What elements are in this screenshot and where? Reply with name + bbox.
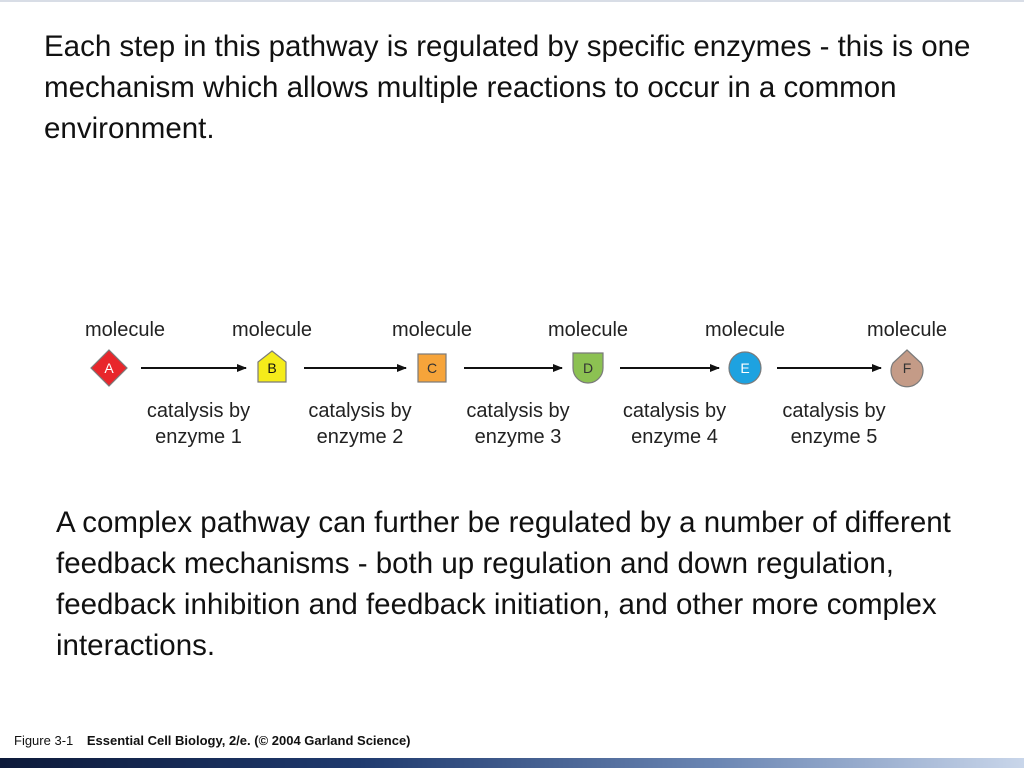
top-border xyxy=(0,0,1024,2)
figure-source: Essential Cell Biology, 2/e. (© 2004 Garland Science) xyxy=(86,733,411,748)
catalysis-label: catalysis by xyxy=(622,400,727,422)
molecule-label: molecule xyxy=(391,319,473,341)
molecule-label: molecule xyxy=(704,319,786,341)
molecule-letter: E xyxy=(740,360,750,376)
molecule-letter: C xyxy=(426,360,438,376)
bottom-bar xyxy=(0,758,1024,768)
figure-number: Figure 3-1 xyxy=(14,733,74,748)
catalysis-label: catalysis by xyxy=(782,400,886,422)
enzyme-label: enzyme 4 xyxy=(631,426,718,448)
figure-caption xyxy=(14,733,411,748)
catalysis-label: catalysis by xyxy=(466,400,570,422)
body-paragraph: A complex pathway can further be regulated by a number of different feedback mechanisms - both up regulation and down regulation, feedback inhibition and feedback initiation, and other more complex interactions. xyxy=(56,506,951,662)
enzyme-label: enzyme 1 xyxy=(155,426,242,448)
metabolic-pathway-diagram xyxy=(0,300,1024,470)
enzyme-label: enzyme 2 xyxy=(316,426,404,448)
molecule-letter: B xyxy=(267,360,277,376)
pathway-svg xyxy=(0,300,1024,470)
molecule-letter: A xyxy=(104,360,114,376)
molecule-letter: D xyxy=(582,360,594,376)
catalysis-label: catalysis by xyxy=(146,400,251,422)
enzyme-label: enzyme 5 xyxy=(790,426,878,448)
intro-paragraph: Each step in this pathway is regulated by specific enzymes - this is one mechanism which allows multiple reactions to occur in a common environment. xyxy=(44,30,971,145)
molecule-letter: F xyxy=(902,360,912,376)
catalysis-label: catalysis by xyxy=(308,400,412,422)
molecule-label: molecule xyxy=(547,319,629,341)
enzyme-label: enzyme 3 xyxy=(474,426,562,448)
molecule-label: molecule xyxy=(231,319,313,341)
molecule-label: molecule xyxy=(84,319,166,341)
molecule-label: molecule xyxy=(866,319,948,341)
